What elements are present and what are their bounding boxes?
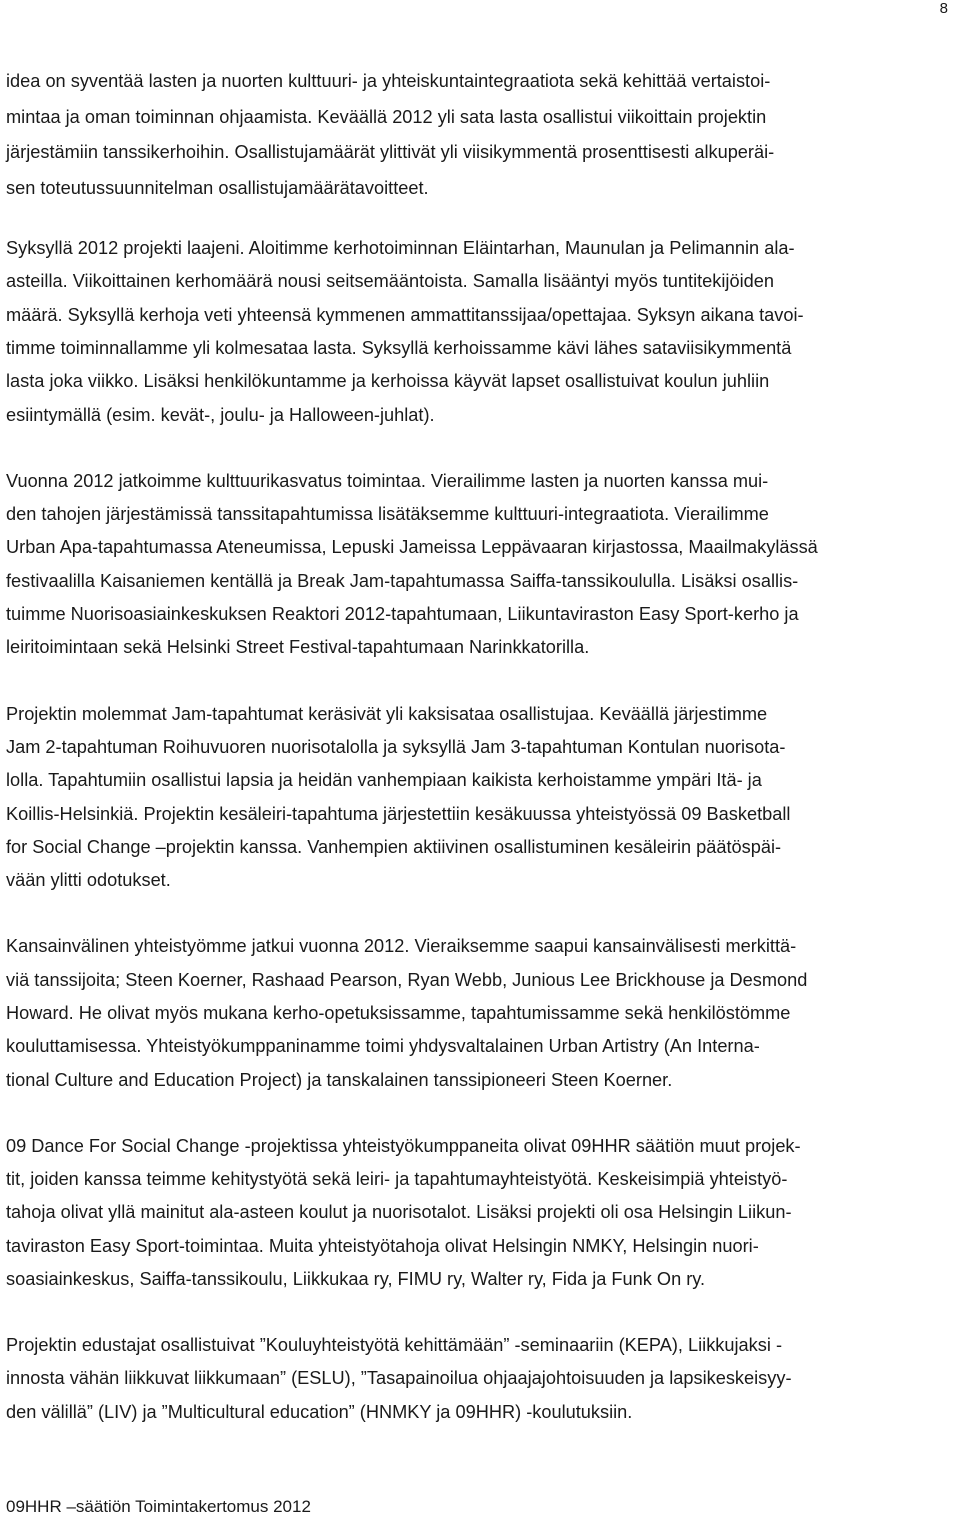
text-line: lolla. Tapahtumiin osallistui lapsia ja heidän vanhempiaan kaikista kerhoistamme ympäri Itä- ja xyxy=(6,770,762,791)
text-line: tit, joiden kanssa teimme kehitystyötä sekä leiri- ja tapahtumayhteistyötä. Keskeisimpiä yhteistyö- xyxy=(6,1169,788,1189)
text-line: esiintymällä (esim. kevät-, joulu- ja Halloween-juhlat). xyxy=(6,404,435,425)
text-line: Howard. He olivat myös mukana kerho-opetuksissamme, tapahtumissamme sekä henkilöstömme xyxy=(6,1002,791,1023)
text-line: Urban Apa-tapahtumassa Ateneumissa, Lepuski Jameissa Leppävaaran kirjastossa, Maailmakylässä xyxy=(6,537,818,558)
text-line: for Social Change –projektin kanssa. Vanhempien aktiivinen osallistuminen kesäleirin päätöspäi- xyxy=(6,836,782,857)
text-line: tuimme Nuorisoasiainkeskuksen Reaktori 2012-tapahtumaan, Liikuntaviraston Easy Sport-kerho ja xyxy=(6,604,799,625)
page-number: 8 xyxy=(939,0,948,17)
text-line: mintaa ja oman toiminnan ohjaamista. Keväällä 2012 yli sata lasta osallistui viikoittain projektin xyxy=(6,106,767,127)
text-line: den välillä” (LIV) ja ”Multicultural education” (HNMKY ja 09HHR) -koulutuksiin. xyxy=(6,1401,633,1422)
paragraph-3 xyxy=(6,465,954,665)
text-line: Syksyllä 2012 projekti laajeni. Aloitimme kerhotoiminnan Eläintarhan, Maunulan ja Pelimannin ala- xyxy=(6,238,795,258)
text-line: soasiainkeskus, Saiffa-tanssikoulu, Liikkukaa ry, FIMU ry, Walter ry, Fida ja Funk On ry. xyxy=(6,1269,706,1290)
text-line: innosta vähän liikkuvat liikkumaan” (ESLU), ”Tasapainoilua ohjaajajohtoisuuden ja lapsikeskeisyy- xyxy=(6,1368,792,1389)
document-body xyxy=(6,64,954,1429)
text-line: den tahojen järjestämissä tanssitapahtumissa lisätäksemme kulttuuri-integraatiota. Vierailimme xyxy=(6,504,769,525)
text-line: tional Culture and Education Project) ja tanskalainen tanssipioneeri Steen Koerner. xyxy=(6,1069,673,1090)
text-line: Koillis-Helsinkiä. Projektin kesäleiri-tapahtuma järjestettiin kesäkuussa yhteistyössä 09 Basketball xyxy=(6,803,791,824)
text-line: timme toiminnallamme yli kolmesataa lasta. Syksyllä kerhoissamme kävi lähes sataviisikymmentä xyxy=(6,338,792,359)
text-line: asteilla. Viikoittainen kerhomäärä nousi seitsemääntoista. Samalla lisääntyi myös tuntitekijöiden xyxy=(6,271,774,292)
text-line: sen toteutussuunnitelman osallistujamäärätavoitteet. xyxy=(6,177,429,198)
paragraph-5 xyxy=(6,930,954,1097)
paragraph-1 xyxy=(6,64,954,206)
text-line: Vuonna 2012 jatkoimme kulttuurikasvatus toimintaa. Vierailimme lasten ja nuorten kanssa mui- xyxy=(6,470,769,491)
text-line: Jam 2-tapahtuman Roihuvuoren nuorisotalolla ja syksyllä Jam 3-tapahtuman Kontulan nuorisota- xyxy=(6,736,786,757)
text-line: taviraston Easy Sport-toimintaa. Muita yhteistyötahoja olivat Helsingin NMKY, Helsingin nuori- xyxy=(6,1235,759,1256)
text-line: määrä. Syksyllä kerhoja veti yhteensä kymmenen ammattitanssijaa/opettajaa. Syksyn aikana tavoi- xyxy=(6,304,804,325)
paragraph-2 xyxy=(6,232,954,432)
text-line: tahoja olivat yllä mainitut ala-asteen koulut ja nuorisotalot. Lisäksi projekti oli osa Helsingin Liikun- xyxy=(6,1202,792,1223)
text-line: idea on syventää lasten ja nuorten kulttuuri- ja yhteiskuntaintegraatiota sekä kehittää vertaistoi- xyxy=(6,71,771,91)
text-line: vään ylitti odotukset. xyxy=(6,870,171,891)
paragraph-4 xyxy=(6,698,954,898)
text-line: Kansainvälinen yhteistyömme jatkui vuonna 2012. Vieraiksemme saapui kansainvälisesti merkittä- xyxy=(6,936,797,957)
page-footer: 09HHR –säätiön Toimintakertomus 2012 xyxy=(6,1497,311,1516)
text-line: kouluttamisessa. Yhteistyökumppaninamme toimi yhdysvaltalainen Urban Artistry (An Interna- xyxy=(6,1036,760,1057)
text-line: lasta joka viikko. Lisäksi henkilökuntamme ja kerhoissa käyvät lapset osallistuivat koulun juhliin xyxy=(6,371,770,392)
text-line: Projektin edustajat osallistuivat ”Kouluyhteistyötä kehittämään” -seminaariin (KEPA), Liikkujaksi - xyxy=(6,1335,782,1356)
text-line: 09 Dance For Social Change -projektissa yhteistyökumppaneita olivat 09HHR säätiön muut projek- xyxy=(6,1135,801,1156)
text-line: festivaalilla Kaisaniemen kentällä ja Break Jam-tapahtumassa Saiffa-tanssikoululla. Lisäksi osallis- xyxy=(6,570,799,591)
paragraph-6 xyxy=(6,1130,954,1297)
text-line: leiritoimintaan sekä Helsinki Street Festival-tapahtumaan Narinkkatorilla. xyxy=(6,637,590,658)
paragraph-7 xyxy=(6,1329,954,1429)
text-line: Projektin molemmat Jam-tapahtumat keräsivät yli kaksisataa osallistujaa. Keväällä järjestimme xyxy=(6,703,768,724)
text-line: järjestämiin tanssikerhoihin. Osallistujamäärät ylittivät yli viisikymmentä prosenttisesti alkuperäi- xyxy=(6,142,775,162)
text-line: viä tanssijoita; Steen Koerner, Rashaad Pearson, Ryan Webb, Junious Lee Brickhouse ja Desmond xyxy=(6,969,808,990)
